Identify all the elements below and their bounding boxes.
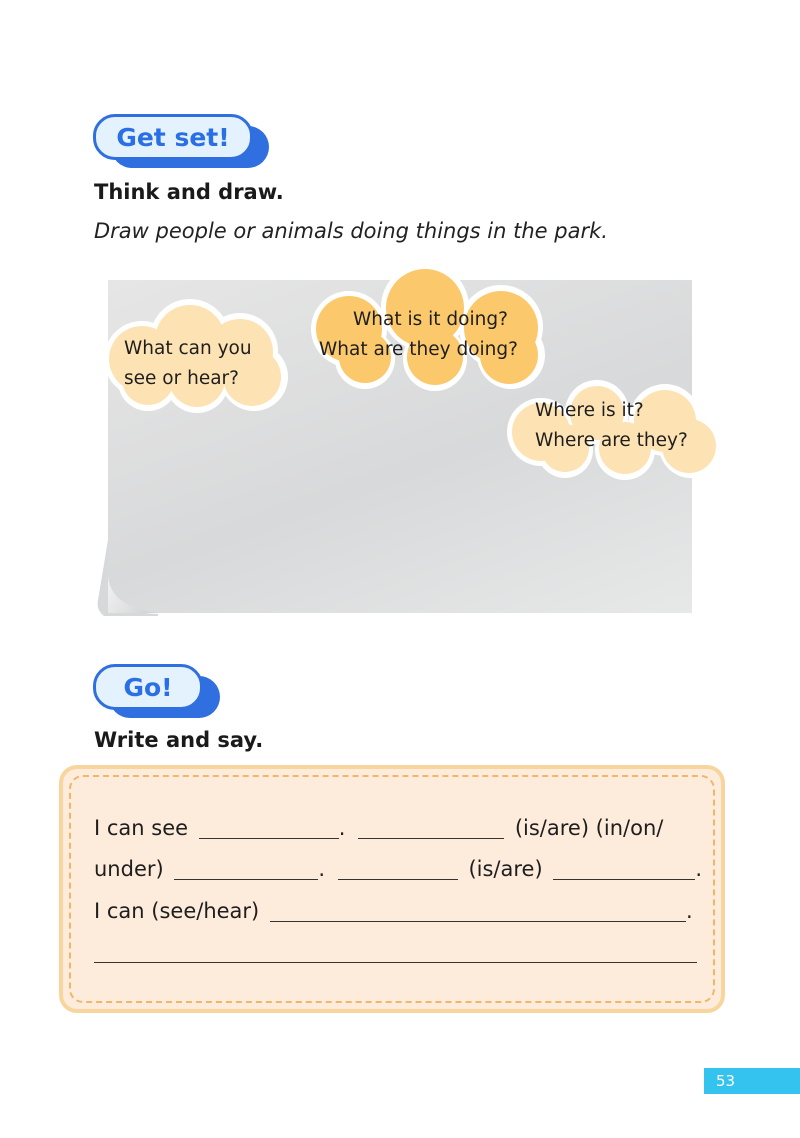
thought-bubble-what-can-you-see <box>102 297 292 413</box>
section-tag-get-set <box>93 114 271 168</box>
sentence-text: . <box>338 816 346 840</box>
blank-field[interactable] <box>270 900 686 922</box>
sentence-text: . <box>695 857 703 881</box>
bubble-line-1: Where is it? <box>535 400 644 421</box>
bubble-line-2: see or hear? <box>124 368 239 389</box>
draw-instruction: Draw people or animals doing things in the park. <box>94 219 608 243</box>
thought-bubble-where-is-it <box>505 380 725 480</box>
bubble-line-2: Where are they? <box>535 430 688 451</box>
bubble-line-1: What is it doing? <box>353 309 508 330</box>
sentence-text: . <box>685 899 693 923</box>
sentence-text: I can see <box>94 816 189 840</box>
blank-field[interactable] <box>174 858 318 880</box>
sentence-line-3 <box>94 899 693 929</box>
sentence-line-4 <box>94 940 697 970</box>
write-and-say-heading: Write and say. <box>94 728 264 752</box>
sentence-line-1 <box>94 816 663 846</box>
sentence-text: I can (see/hear) <box>94 899 260 923</box>
blank-field[interactable] <box>94 941 697 963</box>
blank-field[interactable] <box>553 858 695 880</box>
sentence-line-2 <box>94 857 702 887</box>
sentence-text: under) <box>94 857 164 881</box>
writing-box <box>59 765 725 1013</box>
tag-label: Get set! <box>93 114 253 160</box>
bubble-line-2: What are they doing? <box>319 339 518 360</box>
think-and-draw-heading: Think and draw. <box>94 180 284 204</box>
thought-bubble-what-is-it-doing <box>305 263 553 393</box>
blank-field[interactable] <box>338 858 458 880</box>
sentence-text: (is/are) <box>468 857 543 881</box>
blank-field[interactable] <box>199 817 339 839</box>
sentence-text: . <box>318 857 326 881</box>
bubble-line-1: What can you <box>124 338 252 359</box>
tag-label: Go! <box>93 664 203 710</box>
section-tag-go <box>93 664 221 718</box>
paper-curl-decoration <box>96 540 166 616</box>
page-number: 53 <box>704 1068 800 1094</box>
sentence-text: (is/are) (in/on/ <box>514 816 664 840</box>
blank-field[interactable] <box>358 817 504 839</box>
